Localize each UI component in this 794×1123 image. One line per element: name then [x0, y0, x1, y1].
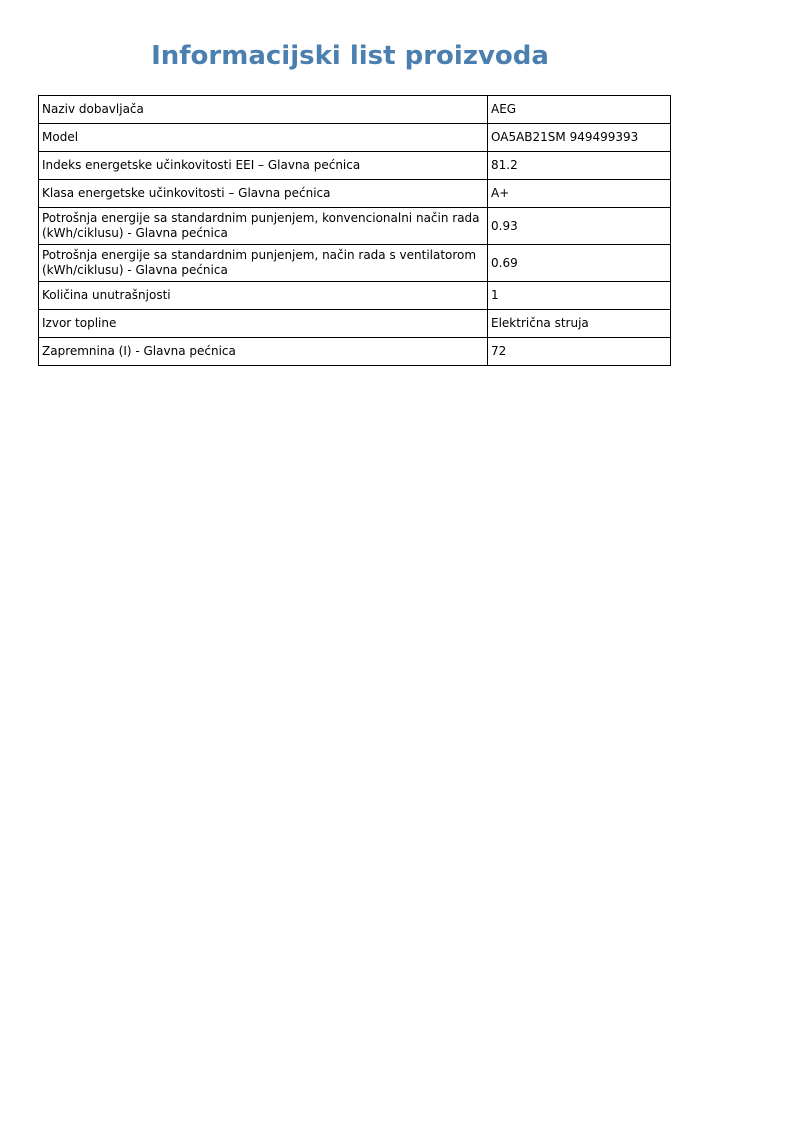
product-info-table [38, 95, 671, 366]
row-label-volume: Zapremnina (I) - Glavna pećnica [39, 338, 488, 366]
row-label-cavities: Količina unutrašnjosti [39, 282, 488, 310]
row-value-volume: 72 [488, 338, 671, 366]
row-value-supplier: AEG [488, 96, 671, 124]
row-value-cavities: 1 [488, 282, 671, 310]
table-row [39, 152, 671, 180]
row-label-consumption-fan: Potrošnja energije sa standardnim punjenjem, način rada s ventilatorom (kWh/ciklusu) - Glavna pećnica [39, 245, 488, 282]
row-value-consumption-fan: 0.69 [488, 245, 671, 282]
table-row [39, 310, 671, 338]
row-label-heat-source: Izvor topline [39, 310, 488, 338]
row-value-energy-class: A+ [488, 180, 671, 208]
table-row [39, 124, 671, 152]
row-label-energy-class: Klasa energetske učinkovitosti – Glavna pećnica [39, 180, 488, 208]
row-value-eei: 81.2 [488, 152, 671, 180]
row-label-eei: Indeks energetske učinkovitosti EEI – Glavna pećnica [39, 152, 488, 180]
row-value-model: OA5AB21SM 949499393 [488, 124, 671, 152]
table-row [39, 245, 671, 282]
row-label-consumption-conventional: Potrošnja energije sa standardnim punjenjem, konvencionalni način rada (kWh/ciklusu) - Glavna pećnica [39, 208, 488, 245]
table-row [39, 282, 671, 310]
table-row [39, 208, 671, 245]
table-row [39, 338, 671, 366]
page-title: Informacijski list proizvoda [151, 41, 549, 71]
table-row [39, 180, 671, 208]
table-row [39, 96, 671, 124]
row-value-consumption-conventional: 0.93 [488, 208, 671, 245]
row-value-heat-source: Električna struja [488, 310, 671, 338]
row-label-supplier: Naziv dobavljača [39, 96, 488, 124]
row-label-model: Model [39, 124, 488, 152]
